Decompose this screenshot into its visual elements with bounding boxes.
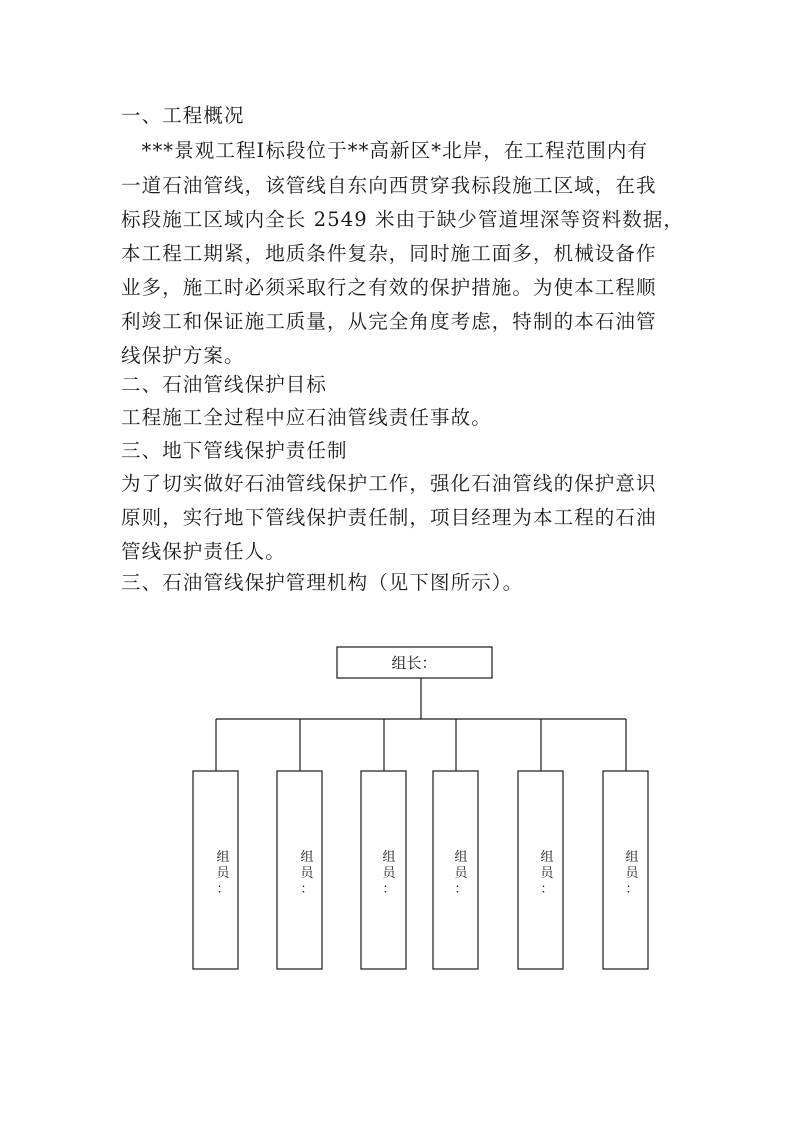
member-label: 组员：: [625, 850, 639, 897]
member-label: 组员：: [454, 850, 468, 897]
heading-management-organization: 三、石油管线保护管理机构（见下图所示）。: [121, 571, 524, 594]
paragraph-line: 为了切实做好石油管线保护工作，强化石油管线的保护意识: [121, 472, 657, 495]
paragraph-line: 一道石油管线，该管线自东向西贯穿我标段施工区域，在我: [121, 174, 657, 197]
paragraph-line: 本工程工期紧，地质条件复杂，同时施工面多，机械设备作: [121, 242, 657, 265]
paragraph-line: 工程施工全过程中应石油管线责任事故。: [121, 406, 492, 429]
member-label: 组员：: [540, 850, 554, 897]
paragraph-line: ***景观工程Ⅰ标段位于**高新区*北岸，在工程范围内有: [121, 139, 649, 162]
paragraph-line: 线保护方案。: [121, 344, 245, 367]
paragraph-line: 原则，实行地下管线保护责任制，项目经理为本工程的石油: [121, 506, 657, 529]
member-label: 组员：: [382, 850, 396, 897]
leader-label: 组长：: [391, 654, 437, 672]
paragraph-line: 利竣工和保证施工质量，从完全角度考虑，特制的本石油管: [121, 310, 657, 333]
paragraph-line: 业多，施工时必须采取行之有效的保护措施。为使本工程顺: [121, 276, 657, 299]
paragraph-line: 管线保护责任人。: [121, 540, 286, 563]
heading-protection-goal: 二、石油管线保护目标: [121, 373, 328, 396]
member-label: 组员：: [300, 850, 314, 897]
member-label: 组员：: [216, 850, 230, 897]
paragraph-line: 标段施工区域内全长 2549 米由于缺少管道埋深等资料数据，: [121, 208, 685, 231]
heading-project-overview: 一、工程概况: [121, 104, 245, 127]
heading-responsibility-system: 三、地下管线保护责任制: [121, 439, 348, 462]
